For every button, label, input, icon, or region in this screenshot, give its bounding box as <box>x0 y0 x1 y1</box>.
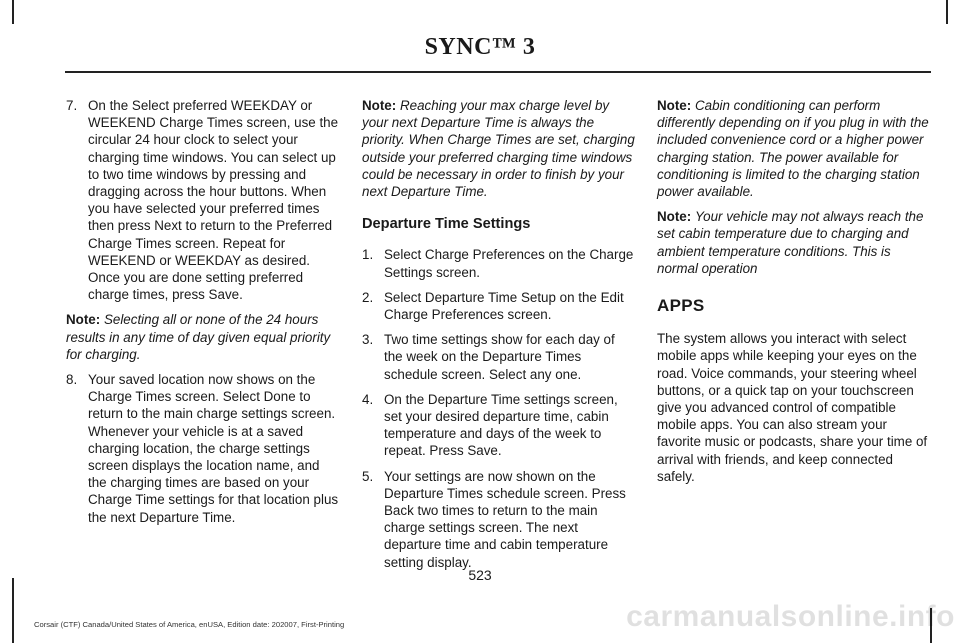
list-number: 8. <box>66 372 78 388</box>
note-label: Note: <box>657 209 692 225</box>
footer-edition-info: Corsair (CTF) Canada/United States of America, enUSA, Edition date: 202007, First-Printing <box>34 620 345 629</box>
list-text: Two time settings show for each day of the week on the Departure Times schedule screen. Select any one. <box>384 332 615 382</box>
page-number: 523 <box>468 567 492 583</box>
note <box>657 208 929 277</box>
column-left <box>66 97 340 534</box>
list-text: Select Departure Time Setup on the Edit Charge Preferences screen. <box>384 289 624 323</box>
list-number: 2. <box>362 289 374 305</box>
list-number: 1. <box>362 247 374 263</box>
watermark: carmanualsonline.info <box>626 600 955 633</box>
list-text: Select Charge Preferences on the Charge Settings screen. <box>384 247 634 280</box>
note-text: Reaching your max charge level by your next Departure Time is always the priority. When Charge Times are set, charging outside your preferred charging time windows could be necessary in order to finish by your next Departure Time. <box>362 98 635 200</box>
list-number: 7. <box>66 98 78 113</box>
crop-mark <box>946 0 948 24</box>
list-item <box>362 391 636 460</box>
list-item-7 <box>66 97 340 303</box>
note-label: Note: <box>362 98 397 113</box>
list-text: Your saved location now shows on the Charge Times screen. Select Done to return to the main charge settings screen. Whenever your vehicle is at a saved charging location, the charge settings screen displays the location name, and the charging times are based on your Charge Time settings for that location plus the next Departure Time. <box>88 372 339 525</box>
list-number: 4. <box>362 391 374 407</box>
list-text: Your settings are now shown on the Departure Times schedule screen. Press Back two times to return to the main charge settings screen. The next departure time and cabin temperature setting display. <box>384 468 626 570</box>
body-paragraph: The system allows you interact with select mobile apps while keeping your eyes on the road. Voice commands, your steering wheel buttons, or a quick tap on your touchscreen give you advanced control of compatible mobile apps. You can also stream your favorite music or podcasts, share your time of arrival with friends, and keep connected safely. <box>657 331 928 484</box>
list-text: On the Departure Time settings screen, set your desired departure time, cabin temperature and days of the week to repeat. Press Save. <box>384 391 618 459</box>
column-middle <box>362 97 636 579</box>
note-label: Note: <box>657 98 692 113</box>
note-text: Your vehicle may not always reach the set cabin temperature due to charging and ambient temperature conditions. This is normal operation <box>657 209 924 276</box>
list-item <box>362 246 636 280</box>
crop-mark <box>12 578 14 643</box>
list-text: On the Select preferred WEEKDAY or WEEKEND Charge Times screen, use the circular 24 hour clock to select your charging time windows. You can select up to two time windows by pressing and dragging across the hour buttons. When you have selected your preferred times then press Next to return to the Preferred Charge Times screen. Repeat for WEEKEND or WEEKDAY as desired. Once you are done setting preferred charge times, press Save. <box>88 98 339 303</box>
list-number: 5. <box>362 468 374 484</box>
list-item-8 <box>66 371 340 526</box>
note <box>66 311 340 363</box>
note <box>657 97 929 200</box>
column-right <box>657 97 929 493</box>
page-header-title: SYNC™ 3 <box>424 34 536 60</box>
note-text: Cabin conditioning can perform differently depending on if you plug in with the included convenience cord or a higher power charging station. The power available for conditioning is limited to the charging station power available. <box>657 98 929 200</box>
note-text: Selecting all or none of the 24 hours results in any time of day given equal priority for charging. <box>66 312 331 362</box>
note-label: Note: <box>66 312 101 328</box>
list-item <box>362 289 636 323</box>
header-divider <box>65 71 931 73</box>
note <box>362 97 636 200</box>
list-item <box>362 468 636 571</box>
crop-mark <box>12 0 14 24</box>
list-number: 3. <box>362 332 374 348</box>
section-heading-departure-time: Departure Time Settings <box>362 216 531 233</box>
section-heading-apps: APPS <box>657 296 705 316</box>
list-item <box>362 331 636 383</box>
